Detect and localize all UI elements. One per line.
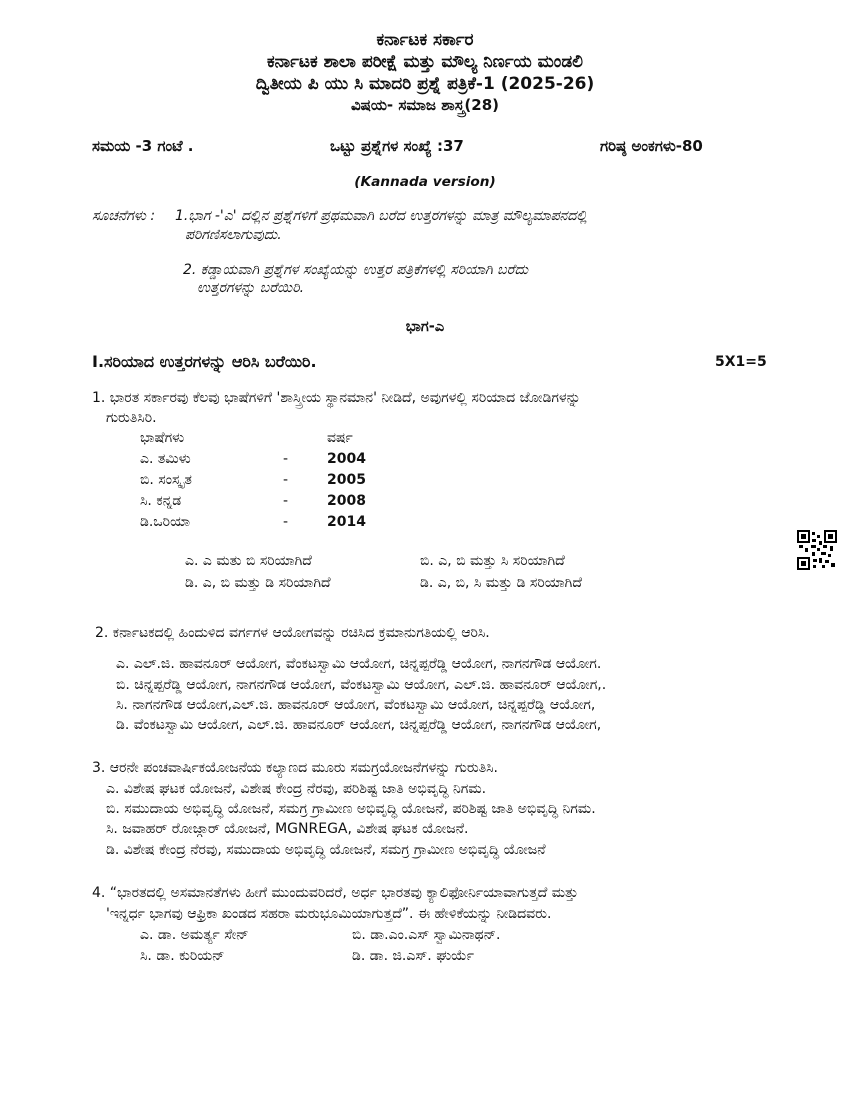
q3-option-c: ಸಿ. ಜವಾಹರ್ ರೋಜ್ಗಾರ್ ಯೋಜನೆ, MGNREGA, ವಿಶೇಷ ಘಟಕ ಯೋಜನೆ. xyxy=(106,821,469,837)
q1-row-year: 2005 xyxy=(327,472,366,488)
q4-option-c: ಸಿ. ಡಾ. ಕುರಿಯನ್ xyxy=(140,948,225,964)
section-heading: I.ಸರಿಯಾದ ಉತ್ತರಗಳನ್ನು ಆರಿಸಿ ಬರೆಯಿರಿ. xyxy=(92,352,317,371)
instruction-1: 1.ಭಾಗ -'ಎ' ದಲ್ಲಿನ ಪ್ರಶ್ನೆಗಳಿಗೆ ಪ್ರಥಮವಾಗಿ ಬರೆದ ಉತ್ತರಗಳನ್ನು ಮಾತ್ರ ಮೌಲ್ಯಮಾಪನದಲ್ಲಿ xyxy=(175,208,587,224)
instruction-1-cont: ಪರಿಗಣಿಸಲಾಗುವುದು. xyxy=(185,227,282,243)
q1-row-lang: ಎ. ತಮಿಳು xyxy=(140,451,191,467)
q1-option-c: ಡಿ. ಎ, ಬಿ ಮತ್ತು ಡಿ ಸರಿಯಾಗಿದೆ xyxy=(185,575,331,591)
q1-option-b: ಬಿ. ಎ, ಬಿ ಮತ್ತು ಸಿ ಸರಿಯಾಗಿದೆ xyxy=(420,553,565,569)
q2-option-a: ಎ. ಎಲ್.ಜಿ. ಹಾವನೂರ್ ಆಯೋಗ, ವೆಂಕಟಸ್ವಾಮಿ ಆಯೋಗ, ಚಿನ್ನಪ್ಪರೆಡ್ಡಿ ಆಯೋಗ, ನಾಗನಗೌಡ ಆಯೋಗ. xyxy=(116,656,602,672)
question-4-text: 4. “ಭಾರತದಲ್ಲಿ ಅಸಮಾನತೆಗಳು ಹೀಗೆ ಮುಂದುವರಿದರೆ, ಅರ್ಧ ಭಾರತವು ಕ್ಯಾಲಿಫೋರ್ನಿಯಾವಾಗುತ್ತದೆ ಮತ್ತು xyxy=(92,885,579,901)
instruction-2: 2. ಕಡ್ಡಾಯವಾಗಿ ಪ್ರಶ್ನೆಗಳ ಸಂಖ್ಯೆಯನ್ನು ಉತ್ತರ ಪತ್ರಿಕೆಗಳಲ್ಲಿ ಸರಿಯಾಗಿ ಬರೆದು xyxy=(183,262,529,278)
q1-option-d: ಡಿ. ಎ, ಬಿ, ಸಿ ಮತ್ತು ಡಿ ಸರಿಯಾಗಿದೆ xyxy=(420,575,582,591)
q4-option-b: ಬಿ. ಡಾ.ಎಂ.ಎಸ್ ಸ್ವಾಮಿನಾಥನ್. xyxy=(352,927,501,943)
instruction-2-cont: ಉತ್ತರಗಳನ್ನು ಬರೆಯಿರಿ. xyxy=(197,280,305,296)
max-marks: ಗರಿಷ್ಠ ಅಂಕಗಳು-80 xyxy=(600,137,703,155)
q3-option-b: ಬಿ. ಸಮುದಾಯ ಅಭಿವೃದ್ಧಿ ಯೋಜನೆ, ಸಮಗ್ರ ಗ್ರಾಮೀಣ ಅಭಿವೃದ್ಧಿ ಯೋಜನೆ, ಪರಿಶಿಷ್ಟ ಜಾತಿ ಅಭಿವೃದ್ಧಿ ನಿಗಮ. xyxy=(106,801,596,817)
version-label: (Kannada version) xyxy=(354,174,496,190)
question-1-text-cont: ಗುರುತಿಸಿರಿ. xyxy=(106,410,157,426)
q2-option-d: ಡಿ. ವೆಂಕಟಸ್ವಾಮಿ ಆಯೋಗ, ಎಲ್.ಜಿ. ಹಾವನೂರ್ ಆಯೋಗ, ಚಿನ್ನಪ್ಪರೆಡ್ಡಿ ಆಯೋಗ, ನಾಗನಗೌಡ ಆಯೋಗ, xyxy=(116,717,602,733)
header-government: ಕರ್ನಾಟಕ ಸರ್ಕಾರ xyxy=(376,30,474,50)
q1-row-dash: - xyxy=(283,451,289,467)
question-1-text: 1. ಭಾರತ ಸರ್ಕಾರವು ಕೆಲವು ಭಾಷೆಗಳಿಗೆ 'ಶಾಸ್ತ್ರೀಯ ಸ್ಥಾನಮಾನ' ನೀಡಿದೆ, ಅವುಗಳಲ್ಲಿ ಸರಿಯಾದ ಜೋಡಿಗಳನ್ನು xyxy=(92,390,581,406)
instructions-label: ಸೂಚನೆಗಳು : xyxy=(92,208,156,224)
qr-code-icon xyxy=(797,530,837,570)
exam-time: ಸಮಯ -3 ಗಂಟೆ . xyxy=(92,137,194,155)
q1-row-lang: ಸಿ. ಕನ್ನಡ xyxy=(140,493,182,509)
q3-option-d: ಡಿ. ವಿಶೇಷ ಕೇಂದ್ರ ನೆರವು, ಸಮುದಾಯ ಅಭಿವೃದ್ಧಿ ಯೋಜನೆ, ಸಮಗ್ರ ಗ್ರಾಮೀಣ ಅಭಿವೃದ್ಧಿ ಯೋಜನೆ xyxy=(106,842,546,858)
q1-option-a: ಎ. ಎ ಮತು ಬಿ ಸರಿಯಾಗಿದೆ xyxy=(185,553,312,569)
q1-row-lang: ಬಿ. ಸಂಸ್ಕೃತ xyxy=(140,472,192,488)
header-subject: ವಿಷಯ- ಸಮಾಜ ಶಾಸ್ತ್ರ(28) xyxy=(350,96,499,114)
q1-row-lang: ಡಿ.ಒರಿಯಾ xyxy=(140,514,191,530)
question-2-text: 2. ಕರ್ನಾಟಕದಲ್ಲಿ ಹಿಂದುಳಿದ ವರ್ಗಗಳ ಆಯೋಗವನ್ನು ರಚಿಸಿದ ಕ್ರಮಾನುಗತಿಯಲ್ಲಿ ಆರಿಸಿ. xyxy=(95,625,490,641)
q1-row-dash: - xyxy=(283,493,289,509)
q4-option-a: ಎ. ಡಾ. ಅಮರ್ತ್ಯ ಸೇನ್ xyxy=(140,927,249,943)
section-title: ಭಾಗ-ಎ xyxy=(405,318,445,335)
q3-option-a: ಎ. ವಿಶೇಷ ಘಟಕ ಯೋಜನೆ, ವಿಶೇಷ ಕೇಂದ್ರ ನೆರವು, ಪರಿಶಿಷ್ಟ ಜಾತಿ ಅಭಿವೃದ್ಧಿ ನಿಗಮ. xyxy=(106,781,487,797)
q1-row-year: 2004 xyxy=(327,451,366,467)
question-3-text: 3. ಆರನೇ ಪಂಚವಾರ್ಷಿಕಯೋಜನೆಯ ಕಲ್ಯಾಣದ ಮೂರು ಸಮಗ್ರಯೋಜನೆಗಳನ್ನು ಗುರುತಿಸಿ. xyxy=(92,760,499,776)
section-marks: 5X1=5 xyxy=(715,354,767,370)
q1-row-year: 2014 xyxy=(327,514,366,530)
q4-option-d: ಡಿ. ಡಾ. ಜಿ.ಎಸ್. ಘುರ್ಯೆ xyxy=(352,948,474,964)
q1-col-languages: ಭಾಷೆಗಳು xyxy=(140,430,185,446)
question-4-text-cont: 'ಇನ್ನರ್ಧ ಭಾಗವು ಆಫ್ರಿಕಾ ಖಂಡದ ಸಹರಾ ಮರುಭೂಮಿಯಾಗುತ್ತದೆ”. ಈ ಹೇಳಿಕೆಯನ್ನು ನೀಡಿದವರು. xyxy=(106,906,552,922)
q1-row-dash: - xyxy=(283,472,289,488)
header-board: ಕರ್ನಾಟಕ ಶಾಲಾ ಪರೀಕ್ಷೆ ಮತ್ತು ಮೌಲ್ಯ ನಿರ್ಣಯ ಮಂಡಲಿ xyxy=(267,52,583,72)
q1-row-year: 2008 xyxy=(327,493,366,509)
header-paper-title: ದ್ವಿತೀಯ ಪಿ ಯು ಸಿ ಮಾದರಿ ಪ್ರಶ್ನೆ ಪತ್ರಿಕೆ-1 (2025-26) xyxy=(255,74,595,94)
q2-option-c: ಸಿ. ನಾಗನಗೌಡ ಆಯೋಗ,ಎಲ್.ಜಿ. ಹಾವನೂರ್ ಆಯೋಗ, ವೆಂಕಟಸ್ವಾಮಿ ಆಯೋಗ, ಚಿನ್ನಪ್ಪರೆಡ್ಡಿ ಆಯೋಗ, xyxy=(116,697,596,713)
total-questions: ಒಟ್ಟು ಪ್ರಶ್ನೆಗಳ ಸಂಖ್ಯೆ :37 xyxy=(330,137,464,155)
q2-option-b: ಬಿ. ಚಿನ್ನಪ್ಪರೆಡ್ಡಿ ಆಯೋಗ, ನಾಗನಗೌಡ ಆಯೋಗ, ವೆಂಕಟಸ್ವಾಮಿ ಆಯೋಗ, ಎಲ್.ಜಿ. ಹಾವನೂರ್ ಆಯೋಗ,. xyxy=(116,677,607,693)
q1-row-dash: - xyxy=(283,514,289,530)
q1-col-year: ವರ್ಷ xyxy=(327,430,353,446)
